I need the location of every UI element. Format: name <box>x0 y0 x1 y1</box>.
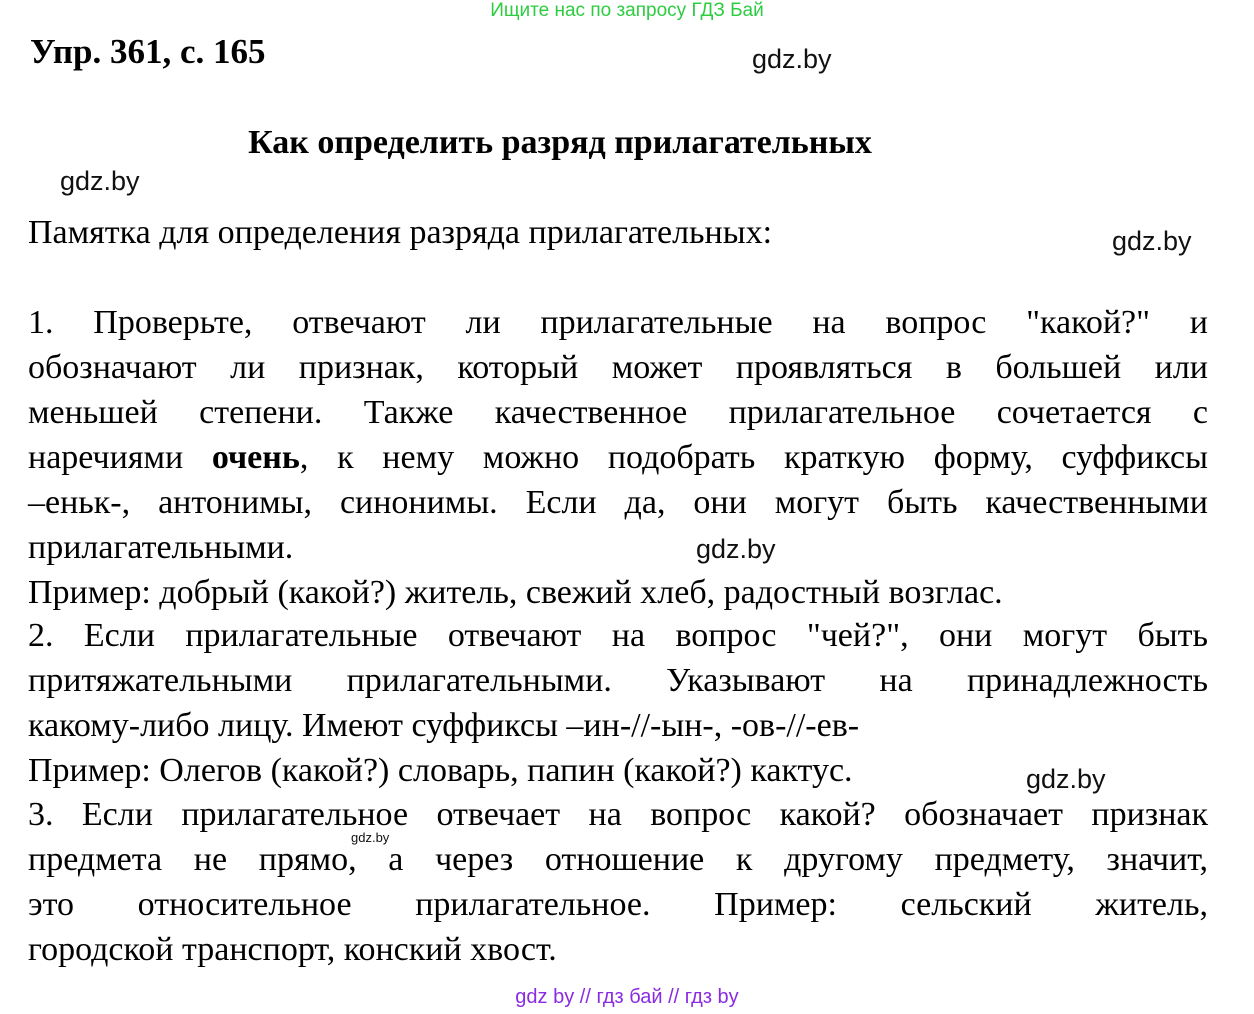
section-heading: Как определить разряд прилагательных <box>248 124 872 161</box>
item-1-line-4-after: , к нему можно подобрать краткую форму, суффиксы <box>299 439 1208 476</box>
watermark-gdz-3: gdz.by <box>1112 226 1192 256</box>
footer-watermark: gdz by // гдз бай // гдз by <box>515 986 739 1008</box>
watermark-gdz-5: gdz.by <box>1026 764 1106 794</box>
item-3-line-3: это относительное прилагательное. Пример: сельский житель, <box>28 886 1208 923</box>
item-2-line-1: 2. Если прилагательные отвечают на вопрос "чей?", они могут быть <box>28 617 1208 654</box>
item-2-line-2: притяжательными прилагательными. Указывают на принадлежность <box>28 662 1208 699</box>
watermark-gdz-4: gdz.by <box>696 534 776 564</box>
item-3 <box>28 792 1208 972</box>
top-watermark: Ищите нас по запросу ГДЗ Бай <box>490 0 764 21</box>
item-3-line-1: 3. Если прилагательное отвечает на вопрос какой? обозначает признак <box>28 796 1208 833</box>
item-1-line-4-before: наречиями <box>28 439 212 476</box>
item-1-line-2: обозначают ли признак, который может проявляться в большей или <box>28 349 1208 386</box>
item-2-example: Пример: Олегов (какой?) словарь, папин (какой?) кактус. <box>28 752 853 789</box>
item-2-line-3: какому-либо лицу. Имеют суффиксы –ин-//-ын-, -ов-//-ев- <box>28 707 860 744</box>
item-1-line-3: меньшей степени. Также качественное прилагательное сочетается с <box>28 394 1208 431</box>
item-1-line-5: –еньк-, антонимы, синонимы. Если да, они могут быть качественными <box>28 484 1208 521</box>
item-1-bold-word: очень <box>211 439 300 476</box>
item-1-line-1: 1. Проверьте, отвечают ли прилагательные на вопрос "какой?" и <box>28 304 1208 341</box>
intro-line: Памятка для определения разряда прилагательных: <box>28 214 773 251</box>
item-1-example: Пример: добрый (какой?) житель, свежий хлеб, радостный возглас. <box>28 574 1003 611</box>
watermark-gdz-small: gdz.by <box>351 830 390 845</box>
item-3-line-2: предмета не прямо, а через отношение к другому предмету, значит, <box>28 841 1208 878</box>
exercise-title: Упр. 361, с. 165 <box>30 32 266 71</box>
item-3-line-4: городской транспорт, конский хвост. <box>28 931 557 968</box>
item-1 <box>28 300 1208 615</box>
watermark-gdz-1: gdz.by <box>752 44 832 74</box>
item-1-line-4 <box>28 435 1208 480</box>
item-1-line-6: прилагательными. <box>28 529 294 566</box>
watermark-gdz-2: gdz.by <box>60 166 140 196</box>
